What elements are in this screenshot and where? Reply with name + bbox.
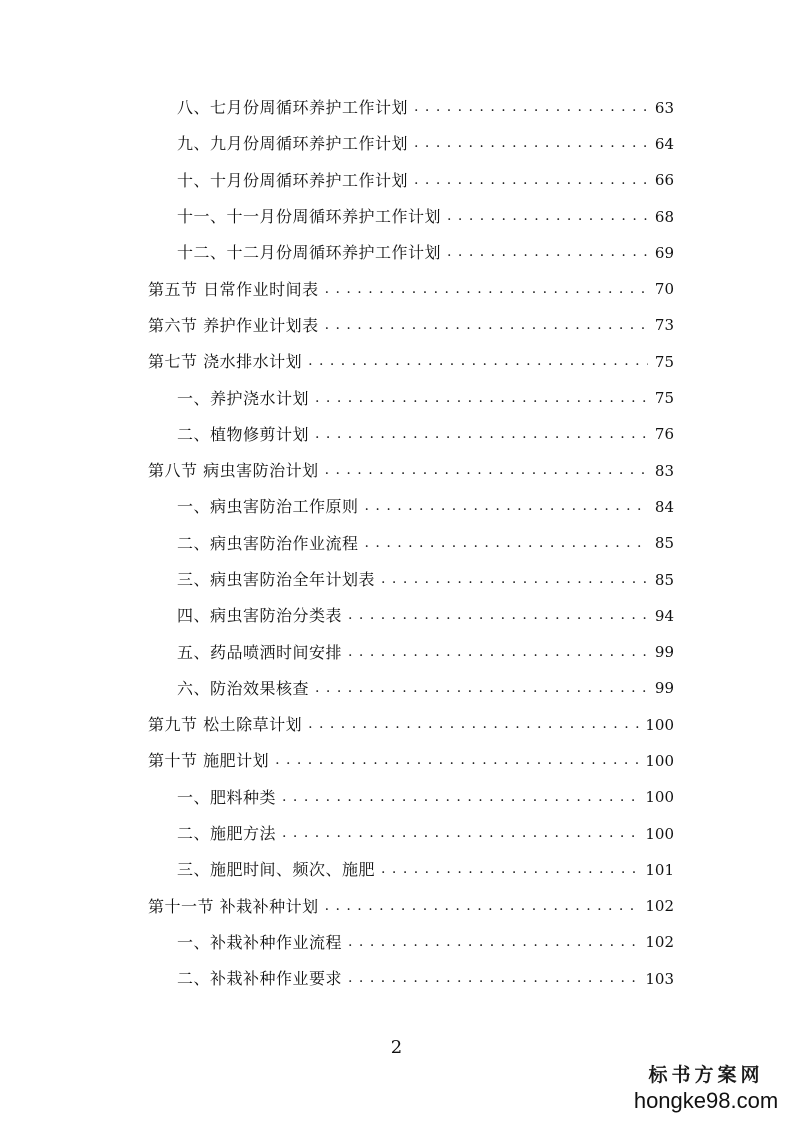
- toc-entry-page-number: 85: [654, 570, 674, 589]
- toc-entry-page-number: 102: [645, 897, 674, 916]
- toc-entry-title: 二、病虫害防治作业流程: [177, 533, 359, 553]
- dot-leader: [325, 463, 648, 479]
- dot-leader: [447, 209, 648, 225]
- dot-leader: [282, 790, 639, 806]
- toc-entry[interactable]: [0, 562, 793, 598]
- dot-leader: [325, 899, 640, 915]
- toc-entry-title: 二、施肥方法: [177, 824, 277, 844]
- dot-leader: [282, 826, 639, 842]
- toc-entry-title: 十、十月份周循环养护工作计划: [177, 170, 409, 190]
- toc-entry-page-number: 102: [645, 933, 674, 952]
- toc-entry-page-number: 63: [654, 98, 674, 117]
- toc-entry-page-number: 99: [654, 643, 674, 662]
- toc-entry-page-number: 100: [645, 751, 674, 770]
- toc-entry[interactable]: [0, 271, 793, 307]
- toc-entry-page-number: 94: [654, 606, 674, 625]
- toc-entry-page-number: 68: [654, 207, 674, 226]
- toc-entry-title: 九、九月份周循环养护工作计划: [177, 134, 409, 154]
- toc-entry-page-number: 70: [654, 280, 674, 299]
- toc-entry-title: 五、药品喷洒时间安排: [177, 642, 343, 662]
- dot-leader: [308, 717, 639, 733]
- toc-entry[interactable]: [0, 489, 793, 525]
- dot-leader: [325, 318, 648, 334]
- dot-leader: [414, 136, 648, 152]
- toc-entry[interactable]: [0, 816, 793, 852]
- toc-entry[interactable]: [0, 526, 793, 562]
- toc-entry-page-number: 84: [654, 497, 674, 516]
- toc-entry-title: 三、施肥时间、频次、施肥: [177, 860, 376, 880]
- toc-entry-title: 一、病虫害防治工作原则: [177, 497, 359, 517]
- toc-entry-page-number: 75: [654, 389, 674, 408]
- dot-leader: [315, 681, 648, 697]
- dot-leader: [381, 862, 639, 878]
- toc-entry-title: 六、防治效果核查: [177, 678, 310, 698]
- toc-entry-title: 二、补栽补种作业要求: [177, 969, 343, 989]
- dot-leader: [381, 572, 648, 588]
- toc-entry-page-number: 66: [654, 171, 674, 190]
- dot-leader: [414, 100, 648, 116]
- toc-entry-page-number: 103: [645, 969, 674, 988]
- page-number: 2: [390, 1037, 403, 1058]
- toc-entry-title: 一、养护浇水计划: [177, 388, 310, 408]
- toc-entry-title: 十一、十一月份周循环养护工作计划: [177, 207, 442, 227]
- dot-leader: [348, 935, 639, 951]
- toc-entry-page-number: 100: [645, 788, 674, 807]
- table-of-contents: [0, 90, 793, 997]
- toc-entry-title: 第五节 日常作业时间表: [148, 279, 319, 299]
- toc-entry[interactable]: [0, 743, 793, 779]
- toc-entry[interactable]: [0, 453, 793, 489]
- toc-entry[interactable]: [0, 308, 793, 344]
- toc-entry[interactable]: [0, 90, 793, 126]
- toc-entry-title: 八、七月份周循环养护工作计划: [177, 98, 409, 118]
- toc-entry[interactable]: [0, 235, 793, 271]
- watermark-url: hongke98.com: [633, 1088, 779, 1113]
- dot-leader: [275, 753, 639, 769]
- dot-leader: [365, 499, 648, 515]
- toc-entry-title: 第十节 施肥计划: [148, 751, 270, 771]
- toc-entry-page-number: 83: [654, 461, 674, 480]
- toc-entry-title: 三、病虫害防治全年计划表: [177, 570, 376, 589]
- toc-entry-page-number: 76: [654, 425, 674, 444]
- toc-entry-title: 第七节 浇水排水计划: [148, 352, 303, 372]
- toc-entry-title: 四、病虫害防治分类表: [177, 606, 343, 626]
- toc-entry-title: 第六节 养护作业计划表: [148, 315, 319, 335]
- toc-entry[interactable]: [0, 126, 793, 162]
- toc-entry[interactable]: [0, 380, 793, 416]
- dot-leader: [348, 608, 648, 624]
- toc-entry-page-number: 100: [645, 824, 674, 843]
- toc-entry[interactable]: [0, 889, 793, 925]
- dot-leader: [308, 354, 648, 370]
- toc-entry-title: 十二、十二月份周循环养护工作计划: [177, 243, 442, 263]
- toc-entry-title: 第九节 松土除草计划: [148, 715, 303, 735]
- toc-entry[interactable]: [0, 852, 793, 888]
- dot-leader: [315, 391, 648, 407]
- dot-leader: [348, 645, 648, 661]
- toc-entry[interactable]: [0, 707, 793, 743]
- toc-entry-title: 一、补栽补种作业流程: [177, 932, 343, 952]
- toc-entry-page-number: 75: [654, 352, 674, 371]
- toc-entry-page-number: 99: [654, 679, 674, 698]
- toc-entry[interactable]: [0, 780, 793, 816]
- toc-entry[interactable]: [0, 199, 793, 235]
- dot-leader: [447, 245, 648, 261]
- toc-entry-page-number: 85: [654, 534, 674, 553]
- toc-entry-page-number: 73: [654, 316, 674, 335]
- site-watermark: [631, 1060, 781, 1114]
- dot-leader: [348, 971, 639, 987]
- toc-entry[interactable]: [0, 163, 793, 199]
- dot-leader: [315, 427, 648, 443]
- toc-entry[interactable]: [0, 925, 793, 961]
- toc-entry-title: 第十一节 补栽补种计划: [148, 896, 319, 916]
- toc-entry[interactable]: [0, 634, 793, 670]
- toc-entry-page-number: 64: [654, 134, 674, 153]
- dot-leader: [414, 173, 648, 189]
- toc-entry-title: 第八节 病虫害防治计划: [148, 461, 319, 481]
- toc-entry[interactable]: [0, 961, 793, 997]
- dot-leader: [325, 282, 648, 298]
- dot-leader: [365, 536, 648, 552]
- toc-entry-title: 一、肥料种类: [177, 787, 277, 807]
- toc-entry[interactable]: [0, 671, 793, 707]
- toc-entry-title: 二、植物修剪计划: [177, 424, 310, 444]
- toc-entry[interactable]: [0, 598, 793, 634]
- toc-entry-page-number: 101: [645, 860, 674, 879]
- toc-entry[interactable]: [0, 344, 793, 380]
- toc-entry[interactable]: [0, 417, 793, 453]
- watermark-site-name: 标书方案网: [648, 1064, 764, 1086]
- toc-entry-page-number: 69: [654, 243, 674, 262]
- toc-entry-page-number: 100: [645, 715, 674, 734]
